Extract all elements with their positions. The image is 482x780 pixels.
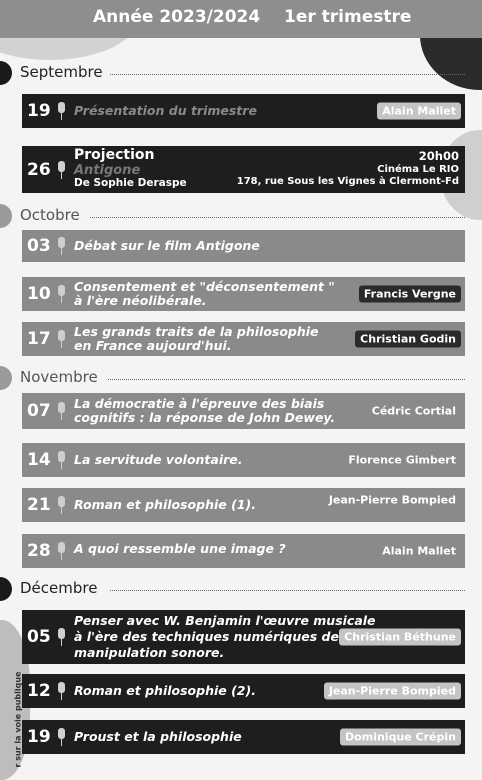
month-octobre	[0, 204, 465, 226]
event-address: 178, rue Sous les Vignes à Clermont-Fd	[236, 176, 459, 187]
microphone-icon	[58, 728, 65, 746]
month-rule	[110, 74, 465, 75]
event-title: La servitude volontaire.	[74, 452, 243, 467]
event-speaker: Jean-Pierre Bompied	[324, 683, 461, 700]
month-label: Septembre	[20, 63, 103, 81]
event-venue: Cinéma Le RIO	[377, 164, 459, 175]
event-speaker: Florence Gimbert	[348, 453, 456, 467]
event-day: 21	[27, 495, 51, 515]
event-title-line: Consentement et "déconsentement "	[74, 279, 335, 294]
event-day: 05	[27, 627, 51, 647]
event-speaker: Christian Godin	[355, 331, 461, 348]
event-day: 07	[27, 401, 51, 421]
event-title: Proust et la philosophie	[74, 729, 242, 744]
event-speaker: Cédric Cortial	[371, 404, 456, 418]
event-nov-28	[22, 534, 465, 568]
microphone-icon	[58, 102, 65, 120]
event-speaker: Dominique Crépin	[340, 729, 461, 746]
event-title-line: à l'ère des techniques numériques de	[74, 629, 339, 644]
microphone-icon	[58, 285, 65, 303]
term-label: 1er trimestre	[284, 7, 412, 27]
event-title	[74, 613, 376, 661]
event-nov-14	[22, 443, 465, 477]
month-dot	[0, 577, 12, 601]
event-title-line: Les grands traits de la philosophie	[74, 324, 319, 339]
month-dot	[0, 204, 12, 228]
month-rule	[110, 590, 465, 591]
event-day: 19	[27, 101, 51, 121]
event-sep-19	[22, 94, 465, 128]
month-decembre	[0, 577, 465, 599]
month-rule	[108, 379, 465, 380]
event-day: 10	[27, 284, 51, 304]
school-year: Année 2023/2024	[93, 7, 261, 27]
month-septembre	[0, 61, 465, 83]
film-title: Antigone	[74, 163, 141, 178]
page-header	[0, 0, 482, 38]
microphone-icon	[58, 402, 65, 420]
event-day: 12	[27, 681, 51, 701]
event-title: Projection	[74, 147, 155, 163]
event-speaker: Jean-Pierre Bompied	[328, 493, 456, 507]
side-text: r sur la voie publique	[13, 671, 23, 768]
event-title	[74, 325, 319, 353]
event-oct-10	[22, 277, 465, 311]
event-sep-26	[22, 146, 465, 193]
event-speaker: Alain Mallet	[382, 544, 456, 558]
event-dec-19	[22, 720, 465, 754]
event-title-line: La démocratie à l'épreuve des biais	[74, 396, 325, 411]
event-title	[74, 280, 335, 308]
month-dot	[0, 366, 12, 390]
event-title: Roman et philosophie (2).	[74, 683, 256, 698]
event-title: Débat sur le film Antigone	[74, 238, 260, 253]
event-title: Présentation du trimestre	[74, 103, 257, 118]
event-dec-12	[22, 674, 465, 708]
event-title-line: Penser avec W. Benjamin l'œuvre musicale	[74, 613, 376, 628]
event-title-line: en France aujourd'hui.	[74, 338, 232, 353]
event-nov-07	[22, 393, 465, 429]
microphone-icon	[58, 451, 65, 469]
event-day: 28	[27, 541, 51, 561]
microphone-icon	[58, 237, 65, 255]
film-director: De Sophie Deraspe	[74, 177, 187, 189]
microphone-icon	[58, 628, 65, 646]
event-title	[74, 397, 335, 425]
event-day: 19	[27, 727, 51, 747]
microphone-icon	[58, 542, 65, 560]
month-rule	[90, 217, 465, 218]
month-label: Décembre	[20, 579, 98, 597]
event-title-line: cognitifs : la réponse de John Dewey.	[74, 410, 336, 425]
event-title-line: manipulation sonore.	[74, 645, 225, 660]
event-day: 26	[27, 159, 51, 180]
month-label: Novembre	[20, 368, 98, 386]
event-title: A quoi ressemble une image ?	[74, 540, 286, 556]
event-title: Roman et philosophie (1).	[74, 497, 256, 512]
event-nov-21	[22, 488, 465, 522]
microphone-icon	[58, 161, 65, 179]
event-title-line: à l'ère néolibérale.	[74, 293, 207, 308]
event-speaker: Francis Vergne	[359, 286, 461, 303]
event-day: 14	[27, 450, 51, 470]
event-oct-03	[22, 230, 465, 262]
month-label: Octobre	[20, 206, 80, 224]
event-oct-17	[22, 322, 465, 356]
microphone-icon	[58, 496, 65, 514]
event-day: 17	[27, 329, 51, 349]
event-speaker: Alain Mallet	[377, 103, 461, 120]
month-dot	[0, 61, 12, 85]
month-novembre	[0, 366, 465, 388]
microphone-icon	[58, 330, 65, 348]
event-day: 03	[27, 236, 51, 256]
event-time: 20h00	[418, 149, 459, 163]
microphone-icon	[58, 682, 65, 700]
event-dec-05	[22, 610, 465, 664]
event-speaker: Christian Béthune	[339, 629, 461, 646]
